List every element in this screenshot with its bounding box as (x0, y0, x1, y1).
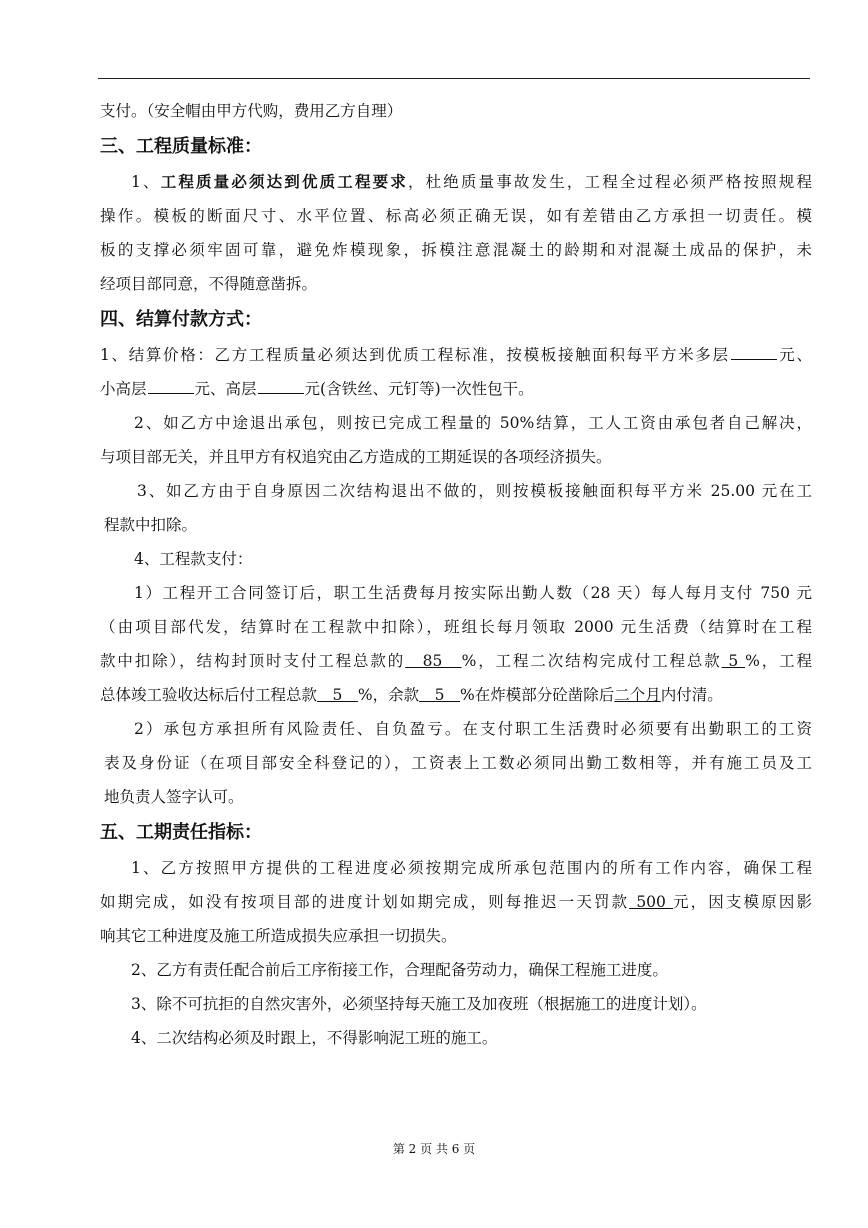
paragraph-line: 小高层 元、高层 元(含铁丝、元钉等)一次性包干。 (100, 372, 812, 406)
paragraph-line: 总体竣工验收达标后付工程总款 5 %，余款 5 %在炸模部分砼凿除后二个月内付清。 (100, 686, 723, 704)
section-heading-settlement: 四、结算付款方式： (100, 309, 262, 330)
page-number-footer: 第 2 页 共 6 页 (392, 1142, 476, 1156)
filled-value: 5 (317, 686, 358, 704)
paragraph-line: 1）工程开工合同签订后，职工生活费每月按实际出勤人数（28 天）每人每月支付 750 元 (134, 584, 812, 602)
paragraph-line: 表及身份证（在项目部安全科登记的），工资表上工数必须同出勤工数相等，并有施工员及工 (104, 754, 812, 772)
paragraph-line: 板的支撑必须牢固可靠，避免炸模现象，拆模注意混凝土的龄期和对混凝土成品的保护，未 (100, 241, 812, 259)
paragraph-line: 1、工程质量必须达到优质工程要求，杜绝质量事故发生，工程全过程必须严格按照规程 (131, 172, 812, 191)
document-body (100, 94, 812, 1055)
filled-value: 5 (721, 652, 746, 670)
filled-value: 二个月 (614, 686, 661, 704)
filled-value: 85 (405, 652, 462, 670)
paragraph-line: 程款中扣除。 (104, 516, 198, 534)
paragraph-line: （由项目部代发，结算时在工程款中扣除），班组长每月领取 2000 元生活费（结算时在工程 (100, 618, 812, 636)
paragraph-line: 经项目部同意，不得随意凿拆。 (100, 275, 318, 293)
header-rule (98, 78, 810, 79)
bold-phrase: 工程质量必须达到优质工程要求 (160, 172, 408, 191)
section-heading-schedule: 五、工期责任指标： (100, 822, 262, 843)
paragraph-line: 4、工程款支付： (134, 550, 253, 568)
paragraph-line: 款中扣除），结构封顶时支付工程总款的 85 %，工程二次结构完成付工程总款 5 %，工程 (100, 652, 812, 670)
fill-blank (258, 377, 304, 394)
paragraph-line: 1、结算价格：乙方工程质量必须达到优质工程标准，按模板接触面积每平方米多层 元、 (100, 338, 812, 372)
paragraph-line: 3、除不可抗拒的自然灾害外，必须坚持每天施工及加夜班（根据施工的进度计划）。 (131, 995, 707, 1013)
paragraph-line: 2、乙方有责任配合前后工序衔接工作，合理配备劳动力，确保工程施工进度。 (131, 961, 668, 979)
paragraph-line: 如期完成，如没有按项目部的进度计划如期完成，则每推迟一天罚款 500 元，因支模原因影 (100, 893, 812, 911)
fill-blank (148, 377, 194, 394)
paragraph-line: 3、如乙方由于自身原因二次结构退出不做的，则按模板接触面积每平方米 25.00 元在工 (137, 482, 812, 500)
filled-value: 500 (629, 893, 673, 911)
filled-value: 5 (419, 686, 460, 704)
paragraph-line: 2）承包方承担所有风险责任、自负盈亏。在支付职工生活费时必须要有出勤职工的工资 (134, 720, 812, 738)
paragraph-line: 地负责人签字认可。 (104, 788, 244, 806)
paragraph-line: 与项目部无关，并且甲方有权追究由乙方造成的工期延误的各项经济损失。 (100, 448, 612, 466)
section-heading-quality: 三、工程质量标准： (100, 136, 262, 157)
fill-blank (731, 343, 777, 360)
paragraph-line: 1、乙方按照甲方提供的工程进度必须按期完成所承包范围内的所有工作内容，确保工程 (131, 859, 812, 877)
paragraph-line: 支付。（安全帽由甲方代购，费用乙方自理） (100, 102, 403, 120)
paragraph-line: 响其它工种进度及施工所造成损失应承担一切损失。 (100, 927, 457, 945)
paragraph-line: 4、二次结构必须及时跟上，不得影响泥工班的施工。 (131, 1029, 498, 1047)
paragraph-line: 操作。模板的断面尺寸、水平位置、标高必须正确无误，如有差错由乙方承担一切责任。模 (100, 207, 812, 225)
paragraph-line: 2、如乙方中途退出承包，则按已完成工程量的 50%结算，工人工资由承包者自己解决， (134, 414, 812, 432)
